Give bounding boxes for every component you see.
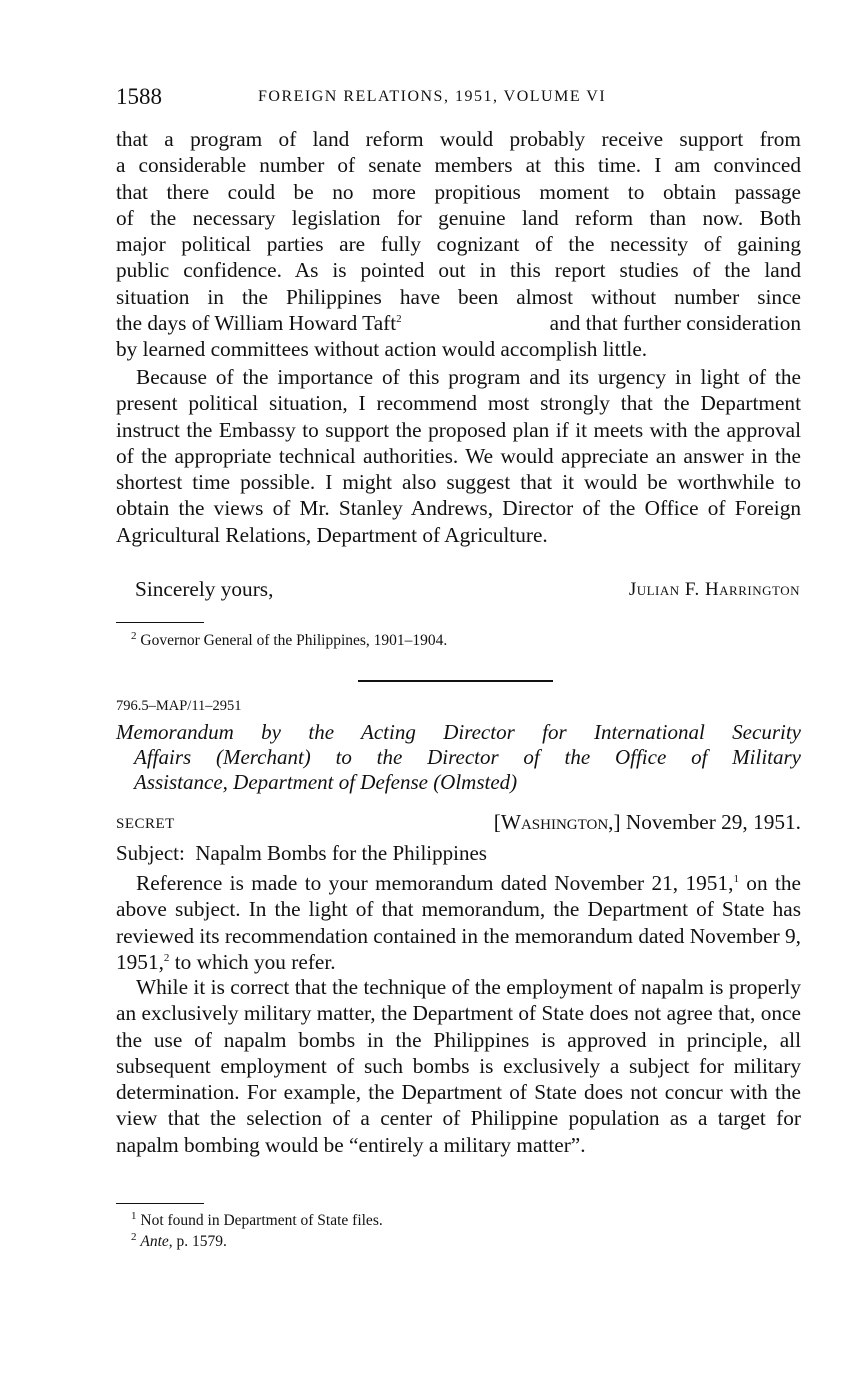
text-line: that a program of land reform would probably receive support from (116, 127, 801, 151)
text-fragment: and that further consideration (549, 311, 801, 336)
text-line: public confidence. As is pointed out in this report studies of the land (116, 258, 801, 283)
letter-paragraph-2 (116, 364, 801, 548)
title-line: Affairs (Merchant) to the Director of the Office of Military (134, 745, 801, 769)
footnote-ref: 2 (396, 312, 402, 325)
footnote-ref: 2 (163, 951, 170, 964)
footnote-marker: 2 (131, 1230, 137, 1243)
footnote (131, 629, 448, 650)
footnote-text: , p. 1579. (168, 1233, 227, 1250)
text-line: of the necessary legislation for genuine land reform than now. Both (116, 205, 801, 230)
footnote-italic: Ante (140, 1233, 169, 1250)
footnote-ref: 1 (733, 872, 739, 885)
text-line (116, 310, 801, 336)
subject-line (116, 841, 487, 866)
page-header (116, 84, 676, 114)
title-line: Assistance, Department of Defense (Olmsted) (134, 770, 518, 794)
footnote-rule (116, 622, 204, 623)
text-fragment: the days of William Howard Taft$^2$ (116, 311, 402, 336)
footnote-marker: 1 (131, 1209, 137, 1222)
paragraph: Because of the importance of this program and its urgency in light of the present political situation, I recommend most strongly that the Department instruct the Embassy to support the proposed plan if it meets with the approval of the appropriate technical authorities. We would appreciate an answer in the shortest time possible. I might also suggest that it would be worthwhile to obtain the views of Mr. Stanley Andrews, Director of the Office of Foreign Agricultural Relations, Department of Agriculture. (116, 365, 801, 547)
section-separator (358, 680, 553, 682)
paragraph: While it is correct that the technique of the employment of napalm is properly an exclusively military matter, the Department of State does not agree that, once the use of napalm bombs in the Philippines is approved in principle, all subsequent employment of such bombs is exclusively a subject for military determination. For example, the Department of State does not concur with the view that the selection of a center of Philippine population as a target for napalm bombing would be “entirely a military matter”. (116, 975, 801, 1157)
subject-label: Subject: (116, 841, 185, 865)
footnote-marker: 2 (131, 629, 137, 642)
text-line: a considerable number of senate members at this time. I am convinced (116, 153, 801, 178)
place: Washington, (500, 810, 614, 834)
footnote-rule (116, 1203, 204, 1204)
footnote (131, 1230, 227, 1251)
page-number: 1588 (116, 84, 162, 109)
file-number: 796.5–MAP/11–2951 (116, 698, 242, 714)
footnote-text: Governor General of the Philippines, 1901–1904. (140, 632, 448, 649)
paragraph: Reference is made to your memorandum dated November 21, 1951,$^1$ on the above subject. In the light of that memorandum, the Department of State has reviewed its recommendation contained in the memorandum dated November 9, 1951,$^2$ to which you refer. (116, 871, 802, 974)
footnote-text: Not found in Department of State files. (140, 1212, 383, 1229)
dateline: [Washington,] November 29, 1951. (493, 810, 801, 834)
document-title (116, 720, 801, 795)
letter-paragraph-1 (116, 126, 801, 363)
date: November 29, 1951. (625, 810, 801, 834)
text-line: situation in the Philippines have been almost without number since (116, 284, 801, 309)
subject-text: Napalm Bombs for the Philippines (195, 841, 487, 865)
signature-name: Julian F. Harrington (628, 579, 800, 600)
classification-line (116, 810, 801, 838)
classification: SECRET (116, 816, 175, 832)
closing: Sincerely yours, (135, 577, 274, 601)
text-line: that there could be no more propitious moment to obtain passage (116, 179, 801, 204)
memo-paragraph-1 (116, 870, 801, 975)
memo-paragraph-2 (116, 974, 801, 1158)
text-line: by learned committees without action would accomplish little. (116, 337, 648, 362)
footnote (131, 1209, 383, 1230)
text-line: major political parties are fully cognizant of the necessity of gaining (116, 232, 801, 257)
title-line: Memorandum by the Acting Director for International Security (116, 720, 801, 744)
running-title: FOREIGN RELATIONS, 1951, VOLUME VI (258, 88, 607, 105)
